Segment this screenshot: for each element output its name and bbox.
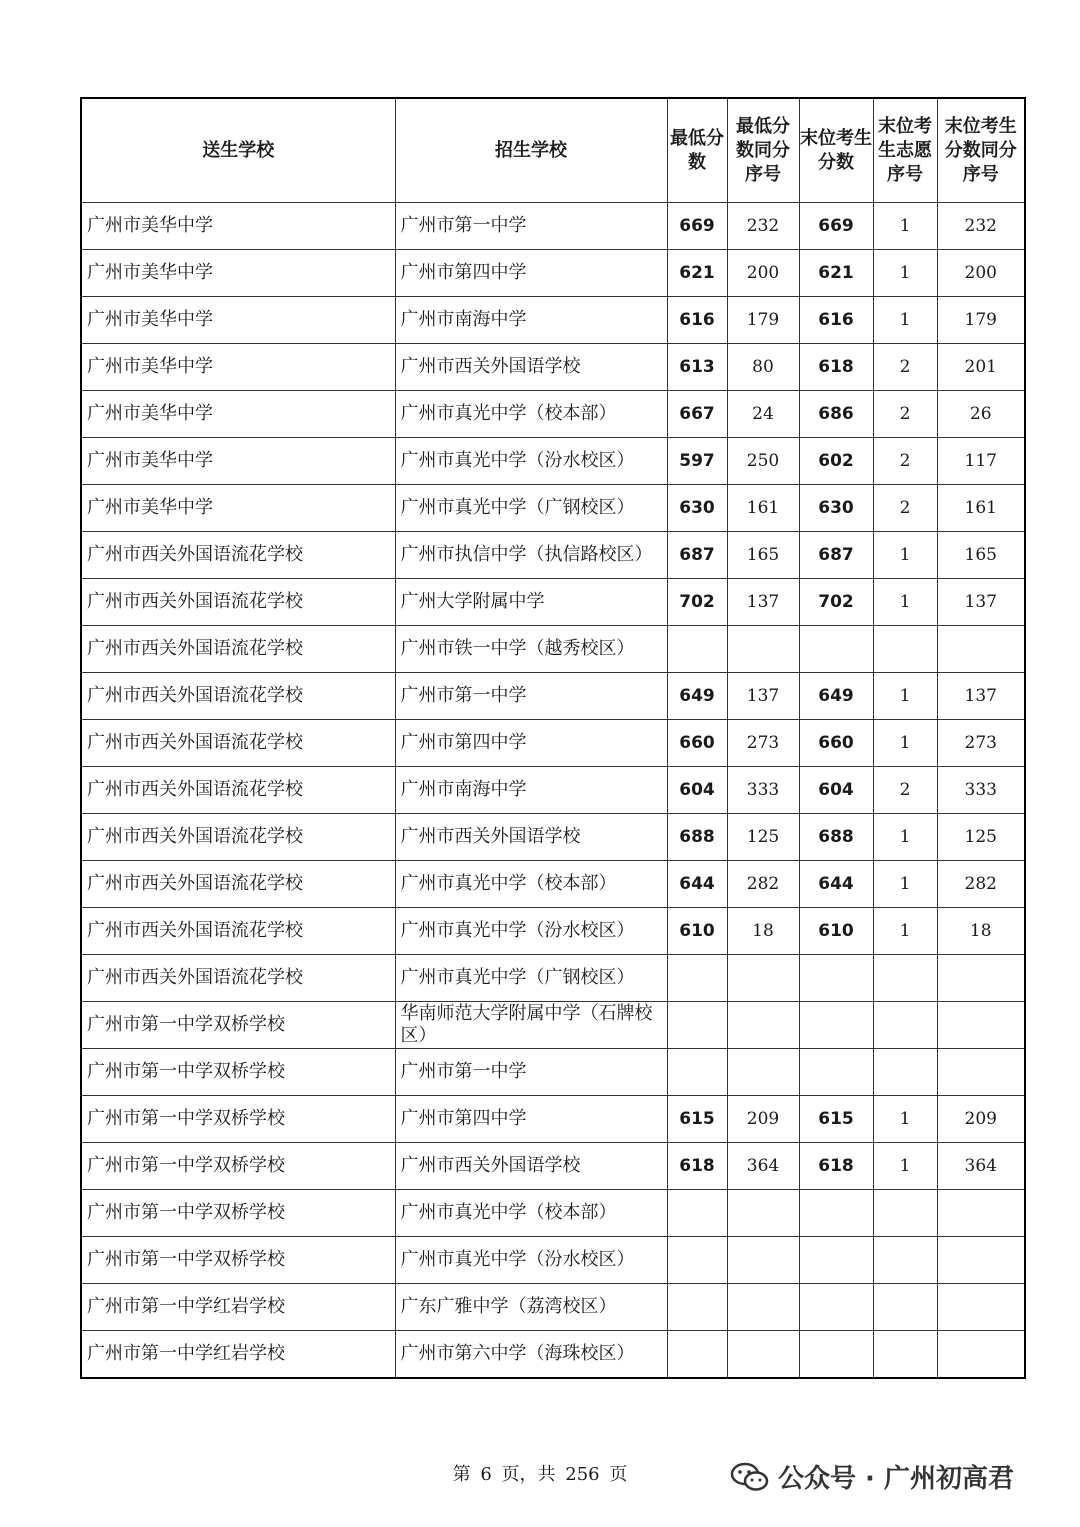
cell-send-school: 广州市第一中学红岩学校 [81,1284,395,1331]
cell-min-score-tie-no [727,1237,799,1284]
cell-min-score-tie-no: 137 [727,673,799,720]
table-row [81,861,1025,908]
cell-last-choice-no: 2 [873,438,937,485]
cell-min-score: 621 [667,250,727,297]
cell-last-score: 615 [799,1096,873,1143]
cell-send-school: 广州市美华中学 [81,297,395,344]
cell-last-tie-no: 165 [937,532,1025,579]
cell-last-tie-no: 161 [937,485,1025,532]
cell-last-choice-no: 1 [873,203,937,250]
cell-recruit-school: 广州市真光中学（广钢校区） [395,485,667,532]
table-row [81,1237,1025,1284]
cell-recruit-school: 广州市真光中学（汾水校区） [395,1237,667,1284]
cell-last-choice-no [873,1284,937,1331]
cell-min-score: 649 [667,673,727,720]
cell-last-tie-no: 209 [937,1096,1025,1143]
cell-last-choice-no: 2 [873,391,937,438]
admission-table [80,97,1026,1379]
table-row [81,203,1025,250]
table-row [81,297,1025,344]
table-row [81,1284,1025,1331]
cell-last-tie-no: 282 [937,861,1025,908]
cell-min-score [667,955,727,1002]
watermark-text: 公众号 · 广州初高君 [778,1464,1014,1494]
cell-last-tie-no: 26 [937,391,1025,438]
cell-last-choice-no: 2 [873,344,937,391]
cell-recruit-school: 广州市第一中学 [395,1049,667,1096]
cell-min-score [667,1284,727,1331]
cell-min-score: 660 [667,720,727,767]
cell-send-school: 广州市西关外国语流花学校 [81,626,395,673]
cell-recruit-school: 广州市西关外国语学校 [395,1143,667,1190]
cell-last-tie-no [937,1049,1025,1096]
cell-min-score: 630 [667,485,727,532]
cell-min-score: 613 [667,344,727,391]
table-row [81,1143,1025,1190]
cell-min-score: 687 [667,532,727,579]
cell-recruit-school: 广州市第四中学 [395,1096,667,1143]
cell-recruit-school: 广州市真光中学（汾水校区） [395,438,667,485]
table-row [81,955,1025,1002]
cell-last-score: 687 [799,532,873,579]
header-last-score: 末位考生分数 [799,98,873,203]
cell-last-score [799,1284,873,1331]
cell-recruit-school: 广州市真光中学（汾水校区） [395,908,667,955]
table-row [81,579,1025,626]
cell-last-choice-no: 1 [873,579,937,626]
cell-last-choice-no [873,1049,937,1096]
cell-min-score-tie-no: 333 [727,767,799,814]
page-total: 256 [565,1464,600,1485]
cell-send-school: 广州市西关外国语流花学校 [81,579,395,626]
cell-send-school: 广州市西关外国语流花学校 [81,814,395,861]
cell-send-school: 广州市第一中学双桥学校 [81,1190,395,1237]
cell-min-score-tie-no: 179 [727,297,799,344]
cell-min-score-tie-no [727,1190,799,1237]
cell-min-score-tie-no: 137 [727,579,799,626]
cell-last-choice-no [873,1190,937,1237]
cell-last-tie-no [937,1331,1025,1379]
cell-last-score [799,1331,873,1379]
cell-recruit-school: 华南师范大学附属中学（石牌校区） [395,1002,667,1049]
cell-last-tie-no [937,1190,1025,1237]
cell-last-score: 649 [799,673,873,720]
cell-min-score: 618 [667,1143,727,1190]
cell-min-score: 667 [667,391,727,438]
cell-last-score: 610 [799,908,873,955]
cell-send-school: 广州市西关外国语流花学校 [81,720,395,767]
cell-recruit-school: 广州市西关外国语学校 [395,814,667,861]
cell-min-score: 702 [667,579,727,626]
cell-last-tie-no: 200 [937,250,1025,297]
footer-mid: 页，共 [501,1464,556,1485]
footer-suffix: 页 [609,1464,628,1485]
cell-send-school: 广州市美华中学 [81,438,395,485]
cell-send-school: 广州市西关外国语流花学校 [81,861,395,908]
cell-recruit-school: 广州市真光中学（广钢校区） [395,955,667,1002]
cell-min-score-tie-no: 125 [727,814,799,861]
cell-min-score-tie-no: 165 [727,532,799,579]
cell-recruit-school: 广州市第六中学（海珠校区） [395,1331,667,1379]
cell-last-tie-no: 179 [937,297,1025,344]
cell-min-score-tie-no: 18 [727,908,799,955]
cell-min-score: 688 [667,814,727,861]
cell-min-score [667,1049,727,1096]
cell-min-score: 616 [667,297,727,344]
header-min-score-tie-no: 最低分数同分序号 [727,98,799,203]
cell-min-score [667,1331,727,1379]
cell-recruit-school: 广州市西关外国语学校 [395,344,667,391]
cell-recruit-school: 广州大学附属中学 [395,579,667,626]
wechat-icon [730,1462,770,1492]
cell-last-score: 618 [799,1143,873,1190]
cell-min-score [667,1237,727,1284]
cell-last-tie-no: 18 [937,908,1025,955]
cell-last-choice-no: 1 [873,720,937,767]
cell-send-school: 广州市第一中学双桥学校 [81,1096,395,1143]
cell-min-score-tie-no: 232 [727,203,799,250]
cell-send-school: 广州市西关外国语流花学校 [81,673,395,720]
cell-last-tie-no [937,626,1025,673]
table-row [81,1190,1025,1237]
cell-min-score-tie-no [727,955,799,1002]
cell-last-tie-no [937,1002,1025,1049]
cell-last-score: 688 [799,814,873,861]
table-row [81,344,1025,391]
cell-last-tie-no [937,955,1025,1002]
cell-send-school: 广州市第一中学双桥学校 [81,1237,395,1284]
cell-last-tie-no: 333 [937,767,1025,814]
header-last-tie-no: 末位考生分数同分序号 [937,98,1025,203]
watermark [730,1458,1014,1495]
cell-min-score-tie-no [727,1049,799,1096]
cell-last-score [799,1190,873,1237]
cell-recruit-school: 广州市第一中学 [395,673,667,720]
table-row [81,673,1025,720]
cell-min-score [667,1190,727,1237]
cell-last-score: 618 [799,344,873,391]
page-number: 6 [480,1464,492,1485]
cell-last-choice-no: 1 [873,1096,937,1143]
cell-send-school: 广州市西关外国语流花学校 [81,955,395,1002]
cell-min-score-tie-no: 24 [727,391,799,438]
cell-last-choice-no: 1 [873,814,937,861]
cell-last-choice-no: 1 [873,250,937,297]
cell-send-school: 广州市西关外国语流花学校 [81,767,395,814]
cell-min-score-tie-no: 200 [727,250,799,297]
cell-last-choice-no: 1 [873,861,937,908]
cell-last-tie-no: 273 [937,720,1025,767]
cell-last-score: 616 [799,297,873,344]
cell-last-choice-no: 2 [873,485,937,532]
table-row [81,767,1025,814]
cell-send-school: 广州市第一中学双桥学校 [81,1049,395,1096]
cell-last-tie-no: 201 [937,344,1025,391]
cell-recruit-school: 广东广雅中学（荔湾校区） [395,1284,667,1331]
table-row [81,532,1025,579]
header-min-score: 最低分数 [667,98,727,203]
table-row [81,1096,1025,1143]
cell-last-score: 669 [799,203,873,250]
cell-last-choice-no [873,626,937,673]
cell-min-score [667,626,727,673]
cell-min-score: 615 [667,1096,727,1143]
table-row [81,250,1025,297]
cell-recruit-school: 广州市真光中学（校本部） [395,861,667,908]
cell-last-choice-no: 1 [873,297,937,344]
cell-last-tie-no [937,1237,1025,1284]
cell-last-choice-no [873,1237,937,1284]
cell-recruit-school: 广州市铁一中学（越秀校区） [395,626,667,673]
table-row [81,1002,1025,1049]
table-row [81,485,1025,532]
cell-last-score [799,955,873,1002]
table-row [81,1049,1025,1096]
cell-min-score-tie-no: 364 [727,1143,799,1190]
cell-last-tie-no [937,1284,1025,1331]
cell-recruit-school: 广州市第四中学 [395,720,667,767]
cell-last-tie-no: 232 [937,203,1025,250]
cell-last-score [799,1002,873,1049]
header-recruit-school: 招生学校 [395,98,667,203]
cell-min-score-tie-no: 80 [727,344,799,391]
cell-send-school: 广州市第一中学双桥学校 [81,1002,395,1049]
table-row [81,720,1025,767]
cell-min-score: 669 [667,203,727,250]
cell-last-score: 702 [799,579,873,626]
cell-recruit-school: 广州市真光中学（校本部） [395,1190,667,1237]
cell-recruit-school: 广州市执信中学（执信路校区） [395,532,667,579]
cell-min-score-tie-no: 209 [727,1096,799,1143]
cell-last-score [799,1049,873,1096]
cell-min-score-tie-no: 161 [727,485,799,532]
cell-last-tie-no: 117 [937,438,1025,485]
cell-send-school: 广州市美华中学 [81,250,395,297]
cell-last-score: 686 [799,391,873,438]
table-row [81,438,1025,485]
header-send-school: 送生学校 [81,98,395,203]
cell-last-tie-no: 364 [937,1143,1025,1190]
cell-recruit-school: 广州市南海中学 [395,297,667,344]
cell-send-school: 广州市美华中学 [81,485,395,532]
cell-send-school: 广州市第一中学红岩学校 [81,1331,395,1379]
cell-last-score: 630 [799,485,873,532]
cell-last-choice-no [873,1331,937,1379]
table-row [81,814,1025,861]
cell-last-choice-no: 1 [873,673,937,720]
table-row [81,626,1025,673]
cell-send-school: 广州市第一中学双桥学校 [81,1143,395,1190]
cell-last-tie-no: 137 [937,673,1025,720]
footer-prefix: 第 [452,1464,471,1485]
cell-last-choice-no: 1 [873,532,937,579]
cell-min-score-tie-no [727,1002,799,1049]
cell-last-score [799,1237,873,1284]
cell-last-score: 604 [799,767,873,814]
cell-min-score: 610 [667,908,727,955]
cell-min-score: 644 [667,861,727,908]
cell-recruit-school: 广州市第四中学 [395,250,667,297]
cell-last-score: 660 [799,720,873,767]
table-row [81,908,1025,955]
table-row [81,1331,1025,1379]
table-row [81,391,1025,438]
cell-last-tie-no: 125 [937,814,1025,861]
cell-send-school: 广州市美华中学 [81,344,395,391]
cell-last-choice-no [873,955,937,1002]
cell-send-school: 广州市西关外国语流花学校 [81,908,395,955]
cell-last-choice-no: 1 [873,908,937,955]
cell-min-score-tie-no [727,1284,799,1331]
cell-last-choice-no [873,1002,937,1049]
cell-min-score-tie-no: 282 [727,861,799,908]
cell-min-score-tie-no: 250 [727,438,799,485]
cell-send-school: 广州市西关外国语流花学校 [81,532,395,579]
cell-send-school: 广州市美华中学 [81,391,395,438]
cell-recruit-school: 广州市南海中学 [395,767,667,814]
cell-last-score: 621 [799,250,873,297]
cell-min-score-tie-no: 273 [727,720,799,767]
cell-min-score-tie-no [727,626,799,673]
cell-last-score [799,626,873,673]
cell-last-score: 602 [799,438,873,485]
cell-last-choice-no: 2 [873,767,937,814]
cell-last-score: 644 [799,861,873,908]
cell-min-score [667,1002,727,1049]
cell-min-score: 604 [667,767,727,814]
cell-recruit-school: 广州市真光中学（校本部） [395,391,667,438]
cell-send-school: 广州市美华中学 [81,203,395,250]
cell-min-score: 597 [667,438,727,485]
cell-last-choice-no: 1 [873,1143,937,1190]
cell-min-score-tie-no [727,1331,799,1379]
header-last-choice-no: 末位考生志愿序号 [873,98,937,203]
cell-recruit-school: 广州市第一中学 [395,203,667,250]
table-header-row [81,98,1025,203]
cell-last-tie-no: 137 [937,579,1025,626]
